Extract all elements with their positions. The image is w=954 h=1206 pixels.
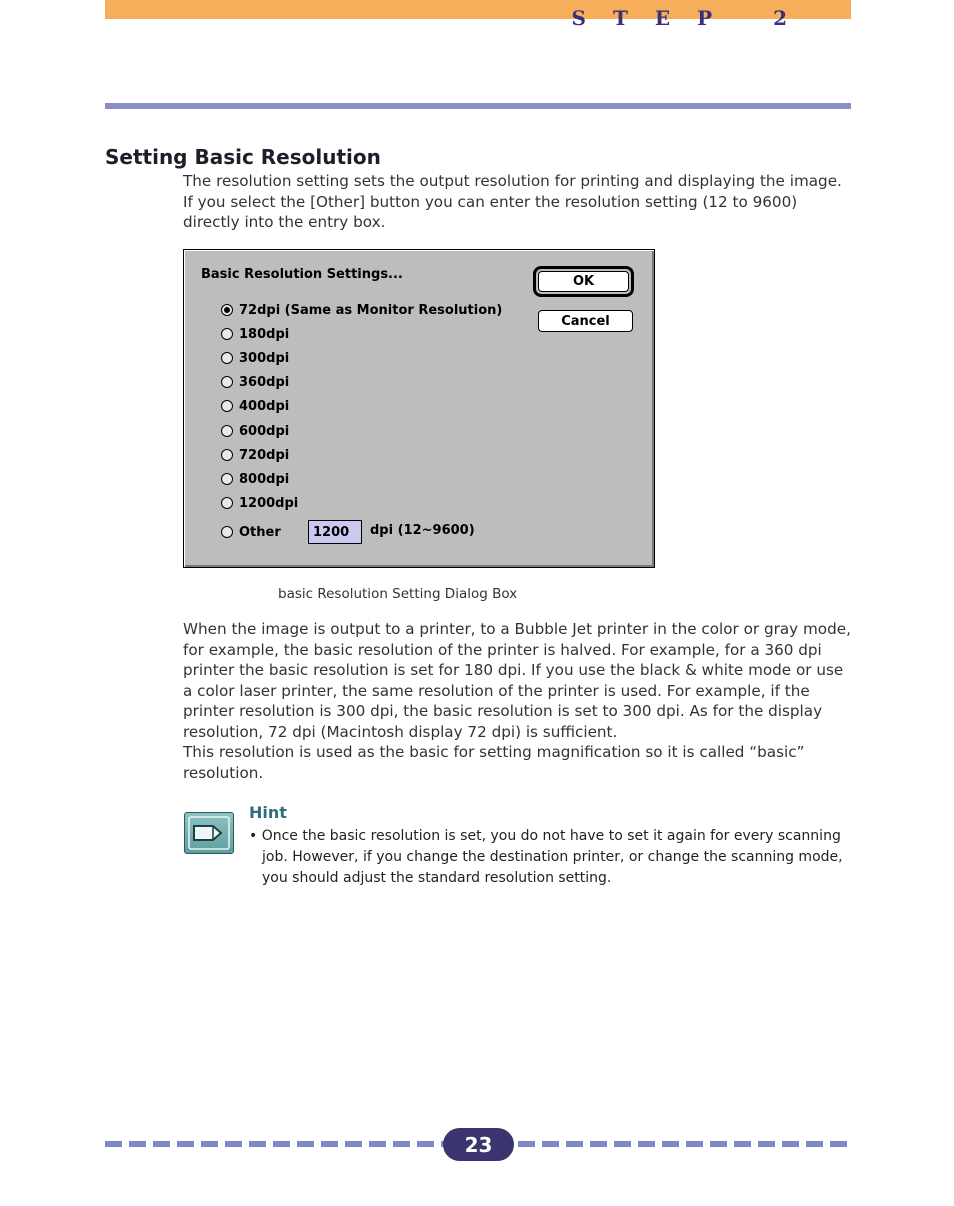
pencil-icon (185, 813, 233, 853)
other-resolution-input[interactable]: 1200 (308, 520, 362, 544)
hint-pencil-icon (184, 812, 234, 854)
footer-dash-right (518, 1141, 851, 1147)
radio-label: 300dpi (239, 350, 290, 366)
ok-button-default-ring (533, 266, 634, 297)
radio-button-icon (221, 425, 233, 437)
radio-button-icon (221, 526, 233, 538)
radio-300dpi[interactable] (221, 349, 289, 367)
page-number: 23 (443, 1128, 514, 1161)
basic-resolution-dialog (183, 249, 655, 568)
body-paragraph-1: When the image is output to a printer, to a Bubble Jet printer in the color or gray mode, for example, the basic resolution of the printer is halved. For example, for a 360 dpi printer the basic resolution is set for 180 dpi. If you use the black & white mode or use a color laser printer, the same resolution of the printer is used. For example, if the printer resolution is 300 dpi, the basic resolution is set to 300 dpi. As for the display resolution, 72 dpi (Macintosh display 72 dpi) is sufficient. (183, 620, 851, 741)
radio-button-icon (221, 497, 233, 509)
radio-button-icon (221, 376, 233, 388)
dpi-range-label: dpi (12~9600) (370, 523, 475, 538)
radio-button-icon (221, 304, 233, 316)
radio-button-icon (221, 449, 233, 461)
radio-label: 72dpi (Same as Monitor Resolution) (239, 302, 503, 318)
radio-400dpi[interactable] (221, 397, 289, 415)
radio-button-icon (221, 352, 233, 364)
radio-label: 1200dpi (239, 495, 299, 511)
header-rule (105, 103, 851, 109)
radio-button-icon (221, 473, 233, 485)
radio-label: 400dpi (239, 398, 290, 414)
intro-paragraph: The resolution setting sets the output resolution for printing and displaying the image. If you select the [Other] button you can enter the resolution setting (12 to 9600) directly into the entry box. (183, 172, 842, 231)
radio-360dpi[interactable] (221, 373, 289, 391)
radio-label: 720dpi (239, 447, 290, 463)
radio-label: 600dpi (239, 423, 290, 439)
radio-800dpi[interactable] (221, 470, 289, 488)
radio-600dpi[interactable] (221, 422, 289, 440)
dialog-title: Basic Resolution Settings... (201, 267, 403, 282)
hint-text: • Once the basic resolution is set, you do not have to set it again for every scanning job. However, if you change the destination printer, or change the scanning mode, you should adjust the standard resolution setting. (249, 828, 843, 886)
section-title: Setting Basic Resolution (105, 145, 381, 169)
radio-720dpi[interactable] (221, 446, 289, 464)
ok-button[interactable]: OK (538, 271, 629, 292)
body-text (183, 619, 851, 783)
radio-button-icon (221, 328, 233, 340)
radio-72dpi[interactable] (221, 301, 502, 319)
radio-other[interactable] (221, 523, 281, 541)
footer-dash-left (105, 1141, 445, 1147)
radio-label: 360dpi (239, 374, 290, 390)
radio-button-icon (221, 400, 233, 412)
cancel-button[interactable]: Cancel (538, 310, 633, 332)
body-paragraph-2: This resolution is used as the basic for setting magnification so it is called “basic” resolution. (183, 743, 805, 782)
radio-label-other: Other (239, 524, 281, 540)
hint-title: Hint (249, 803, 287, 822)
step-label: STEP 2 (571, 6, 814, 30)
figure-caption: basic Resolution Setting Dialog Box (278, 586, 518, 602)
radio-180dpi[interactable] (221, 325, 289, 343)
radio-label: 800dpi (239, 471, 290, 487)
radio-1200dpi[interactable] (221, 494, 298, 512)
radio-label: 180dpi (239, 326, 290, 342)
